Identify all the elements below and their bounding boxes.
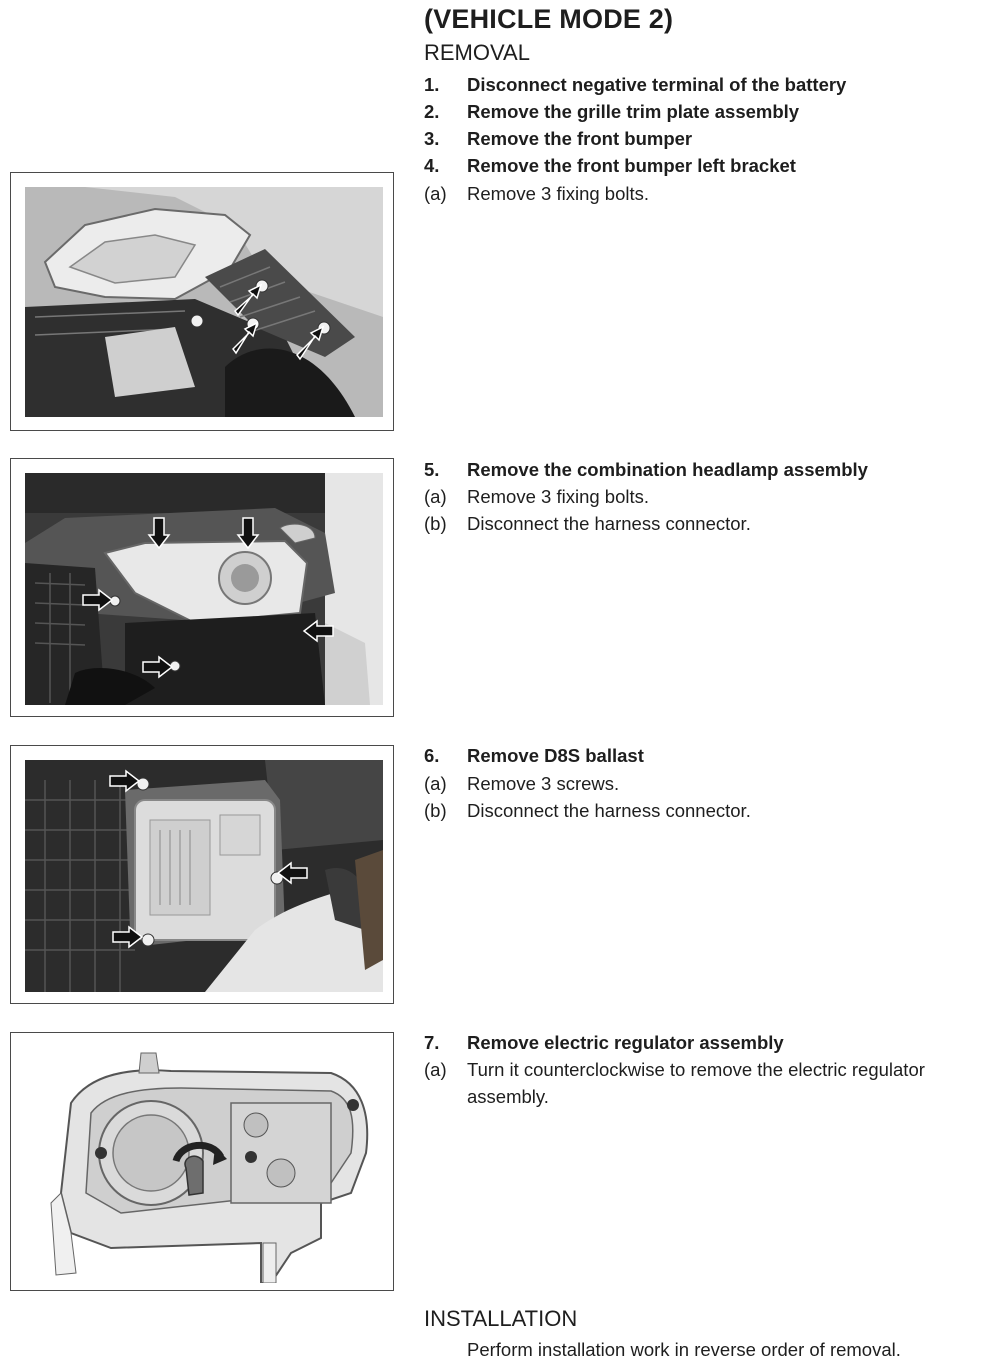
step-text: Remove D8S ballast	[467, 745, 644, 766]
bumper-bracket-photo	[25, 187, 383, 417]
step-text: Disconnect negative terminal of the battery	[467, 74, 847, 95]
step-number: 7.	[424, 1032, 440, 1053]
removal-heading: REMOVAL	[424, 40, 530, 65]
figure-bumper-bracket	[10, 172, 394, 431]
step-number: (a)	[424, 183, 447, 204]
page-title: (VEHICLE MODE 2)	[424, 4, 674, 34]
step-text: Remove the front bumper	[467, 128, 693, 149]
step-text: Remove the grille trim plate assembly	[467, 101, 800, 122]
step-number: (b)	[424, 513, 447, 534]
step-text: Remove 3 fixing bolts.	[467, 183, 650, 204]
step-text: Remove the front bumper left bracket	[467, 155, 796, 176]
step-text: Remove electric regulator assembly	[467, 1032, 784, 1053]
installation-heading: INSTALLATION	[424, 1306, 578, 1331]
step-number: (a)	[424, 486, 447, 507]
step-text: Remove 3 screws.	[467, 773, 620, 794]
step-number: 4.	[424, 155, 440, 176]
step-number: 6.	[424, 745, 440, 766]
installation-text: Perform installation work in reverse order of removal.	[467, 1339, 901, 1360]
step-number: 3.	[424, 128, 440, 149]
step-number: 1.	[424, 74, 440, 95]
step-text: Remove the combination headlamp assembly	[467, 459, 868, 480]
step-number: (a)	[424, 1059, 447, 1080]
figure-electric-regulator	[10, 1032, 394, 1291]
step-number: (b)	[424, 800, 447, 821]
figure-headlamp-assembly	[10, 458, 394, 717]
step-text: Disconnect the harness connector.	[467, 513, 751, 534]
step-text: Remove 3 fixing bolts.	[467, 486, 650, 507]
headlamp-photo	[25, 473, 383, 705]
step-text: Disconnect the harness connector.	[467, 800, 751, 821]
regulator-illustration	[31, 1043, 376, 1283]
figure-d8s-ballast	[10, 745, 394, 1004]
step-number: 5.	[424, 459, 440, 480]
ballast-photo	[25, 760, 383, 992]
step-number: 2.	[424, 101, 440, 122]
step-text: Turn it counterclockwise to remove the electric regulator assembly.	[467, 1059, 925, 1107]
step-number: (a)	[424, 773, 447, 794]
